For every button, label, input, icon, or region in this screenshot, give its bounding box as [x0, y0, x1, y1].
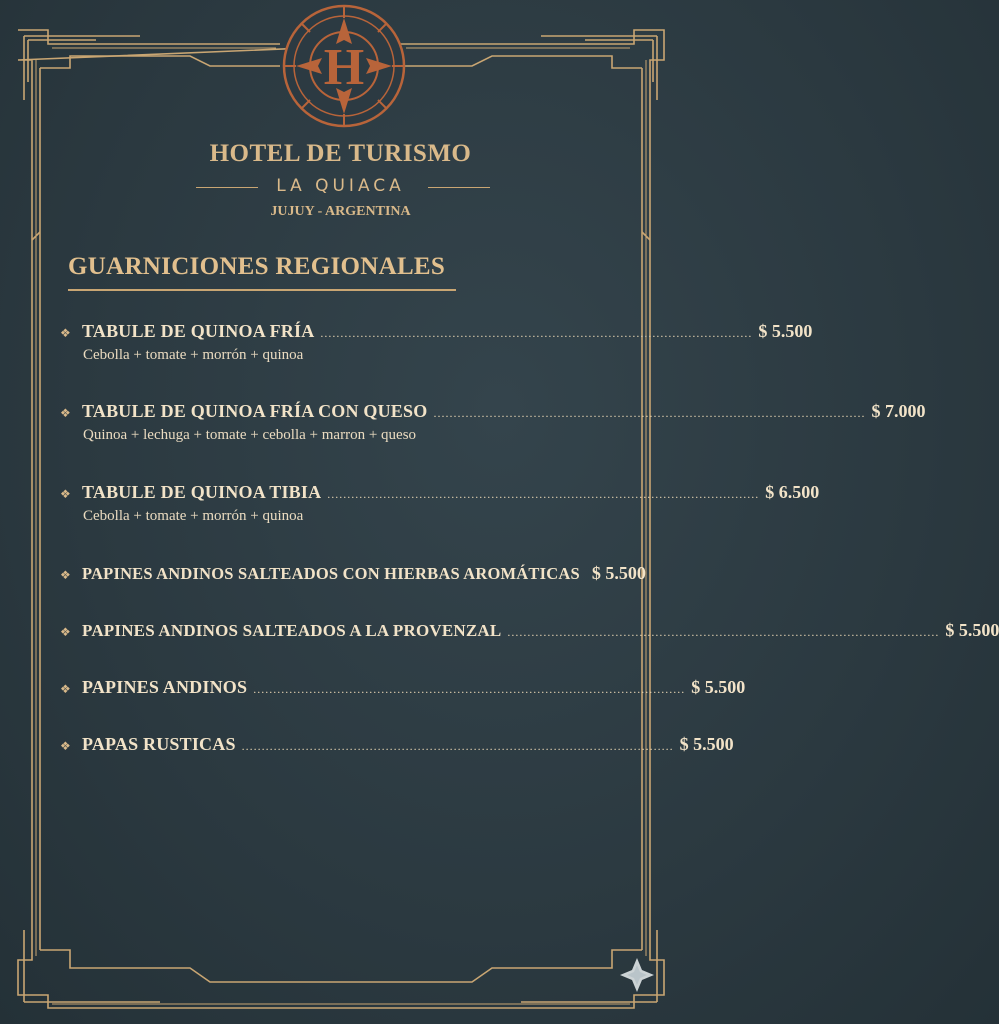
- item-price: $ 5.500: [679, 734, 734, 754]
- item-price: $ 6.500: [765, 482, 820, 502]
- item-name: TABULE DE QUINOA FRÍA CON QUESO: [82, 401, 428, 421]
- item-name: PAPINES ANDINOS SALTEADOS CON HIERBAS AROMÁTICAS: [82, 564, 580, 583]
- dot-leader: ............................................................................................................: [433, 406, 866, 420]
- menu-item: [60, 563, 646, 584]
- hotel-name: HOTEL DE TURISMO: [209, 140, 472, 167]
- item-price: $ 7.000: [871, 401, 926, 421]
- dot-leader: ............................................................................................................: [507, 625, 940, 639]
- hotel-location: JUJUY - ARGENTINA: [270, 204, 411, 219]
- section-underline: [68, 289, 456, 291]
- item-price: $ 5.500: [945, 620, 999, 640]
- diamond-bullet-icon: ❖: [60, 406, 71, 420]
- hotel-subtitle: LA QUIACA: [276, 176, 405, 196]
- dot-leader: ............................................................................................................: [241, 739, 674, 753]
- item-price: $ 5.500: [591, 563, 646, 583]
- item-name: PAPINES ANDINOS: [82, 677, 248, 697]
- item-price: $ 5.500: [691, 677, 746, 697]
- sparkle-icon: [618, 956, 656, 994]
- item-name: PAPINES ANDINOS SALTEADOS A LA PROVENZAL: [82, 621, 502, 640]
- diamond-bullet-icon: ❖: [60, 682, 71, 696]
- section-title: GUARNICIONES REGIONALES: [68, 253, 446, 280]
- diamond-bullet-icon: ❖: [60, 625, 71, 639]
- logo-letter: H: [323, 39, 365, 96]
- item-description: Quinoa + lechuga + tomate + cebolla + marron + queso: [83, 427, 417, 443]
- item-description: Cebolla + tomate + morrón + quinoa: [83, 347, 304, 363]
- diamond-bullet-icon: ❖: [60, 739, 71, 753]
- menu-item: [60, 620, 999, 641]
- diamond-bullet-icon: ❖: [60, 487, 71, 501]
- menu-item: [60, 734, 734, 755]
- diamond-bullet-icon: ❖: [60, 568, 71, 582]
- menu-item: [60, 321, 813, 364]
- subtitle-rule-right: [428, 187, 490, 188]
- item-price: $ 5.500: [758, 321, 813, 341]
- item-description: Cebolla + tomate + morrón + quinoa: [83, 508, 304, 524]
- menu-item: [60, 401, 926, 444]
- diamond-bullet-icon: ❖: [60, 326, 71, 340]
- hotel-logo: [282, 4, 406, 128]
- dot-leader: ............................................................................................................: [320, 326, 753, 340]
- menu-item: [60, 482, 820, 525]
- dot-leader: ............................................................................................................: [253, 682, 686, 696]
- dot-leader: ............................................................................................................: [327, 487, 760, 501]
- item-name: TABULE DE QUINOA TIBIA: [82, 482, 322, 502]
- item-name: TABULE DE QUINOA FRÍA: [82, 321, 315, 341]
- menu-item: [60, 677, 746, 698]
- item-name: PAPAS RUSTICAS: [82, 734, 236, 754]
